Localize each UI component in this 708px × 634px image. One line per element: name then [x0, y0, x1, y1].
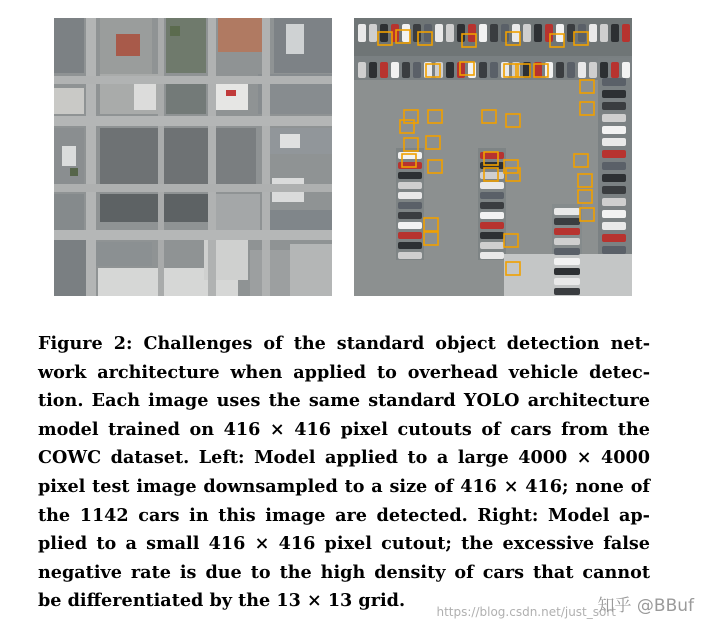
caption-line: negative rate is due to the high density of cars that cannot — [38, 561, 650, 583]
parked-car — [622, 62, 630, 78]
parked-car — [480, 202, 504, 209]
parked-car — [398, 202, 422, 209]
parked-car — [479, 62, 487, 78]
parked-car — [556, 62, 564, 78]
parked-car — [602, 114, 626, 122]
parked-car — [398, 192, 422, 199]
parked-car — [602, 174, 626, 182]
parked-car — [380, 24, 388, 42]
parked-car — [435, 24, 443, 42]
left-aerial-image — [54, 18, 332, 296]
parked-car — [358, 24, 366, 42]
parked-car — [480, 252, 504, 259]
parked-car — [402, 62, 410, 78]
parked-car — [578, 62, 586, 78]
parked-car — [480, 232, 504, 239]
caption-line: tion. Each image uses the same standard YOLO architecture — [38, 390, 650, 412]
caption-line: plied to a small 416 × 416 pixel cutout; the excessive false — [38, 533, 650, 555]
parked-car — [567, 62, 575, 78]
watermark-logo: 知乎 @BBuf — [597, 596, 694, 616]
parked-car — [391, 62, 399, 78]
parked-car — [611, 62, 619, 78]
parked-car — [602, 102, 626, 110]
parked-car — [369, 24, 377, 42]
caption-line: work architecture when applied to overhead vehicle detec- — [38, 361, 650, 383]
parked-car — [622, 24, 630, 42]
parked-car — [398, 242, 422, 249]
parked-car — [398, 252, 422, 259]
caption-line: COWC dataset. Left: Model applied to a large 4000 × 4000 — [38, 447, 650, 469]
parked-car — [554, 288, 580, 295]
caption-line: the 1142 cars in this image are detected. Right: Model ap- — [38, 504, 650, 526]
parked-car — [523, 24, 531, 42]
parked-car — [600, 62, 608, 78]
parked-car — [424, 24, 432, 42]
parked-car — [480, 212, 504, 219]
parked-car — [600, 24, 608, 42]
figure-caption — [38, 330, 650, 616]
parked-car — [457, 24, 465, 42]
parked-car — [398, 172, 422, 179]
caption-line: model trained on 416 × 416 pixel cutouts of cars from the — [38, 418, 650, 440]
parked-car — [479, 24, 487, 42]
parked-car — [490, 62, 498, 78]
parked-car — [398, 212, 422, 219]
parked-car — [554, 208, 580, 215]
parked-car — [480, 192, 504, 199]
parked-car — [602, 246, 626, 254]
parked-car — [602, 150, 626, 158]
parked-car — [602, 78, 626, 86]
parked-car — [602, 234, 626, 242]
parked-car — [554, 228, 580, 235]
parked-car — [480, 222, 504, 229]
parked-car — [480, 182, 504, 189]
parked-car — [490, 24, 498, 42]
parked-car — [589, 62, 597, 78]
parked-car — [602, 126, 626, 134]
parked-car — [556, 24, 564, 42]
parked-car — [554, 258, 580, 265]
parked-car — [398, 222, 422, 229]
parked-car — [512, 24, 520, 42]
parked-car — [398, 232, 422, 239]
parked-car — [468, 24, 476, 42]
parked-car — [413, 24, 421, 42]
parked-car — [358, 62, 366, 78]
parked-car — [578, 24, 586, 42]
parked-car — [380, 62, 388, 78]
caption-line: Figure 2: Challenges of the standard object detection net- — [38, 333, 650, 354]
parked-car — [480, 242, 504, 249]
parked-car — [446, 62, 454, 78]
parked-car — [554, 248, 580, 255]
parked-car — [369, 62, 377, 78]
right-parking-image — [354, 18, 632, 296]
parked-car — [611, 24, 619, 42]
parked-car — [413, 62, 421, 78]
parked-car — [602, 222, 626, 230]
parked-car — [554, 278, 580, 285]
caption-line: pixel test image downsampled to a size of 416 × 416; none of — [38, 475, 650, 497]
parked-car — [602, 162, 626, 170]
parked-car — [446, 24, 454, 42]
parked-car — [602, 138, 626, 146]
parked-car — [402, 24, 410, 42]
parked-car — [554, 238, 580, 245]
parked-car — [398, 182, 422, 189]
parked-car — [545, 24, 553, 42]
parked-car — [602, 90, 626, 98]
parked-car — [602, 210, 626, 218]
watermark-url: https://blog.csdn.net/just_sort — [436, 605, 616, 619]
parked-car — [554, 218, 580, 225]
parked-car — [554, 268, 580, 275]
parked-car — [602, 198, 626, 206]
parked-car — [534, 24, 542, 42]
parked-car — [589, 24, 597, 42]
parked-car — [602, 186, 626, 194]
parked-car — [501, 24, 509, 42]
caption-line: be differentiated by the 13 × 13 grid. — [38, 590, 406, 612]
